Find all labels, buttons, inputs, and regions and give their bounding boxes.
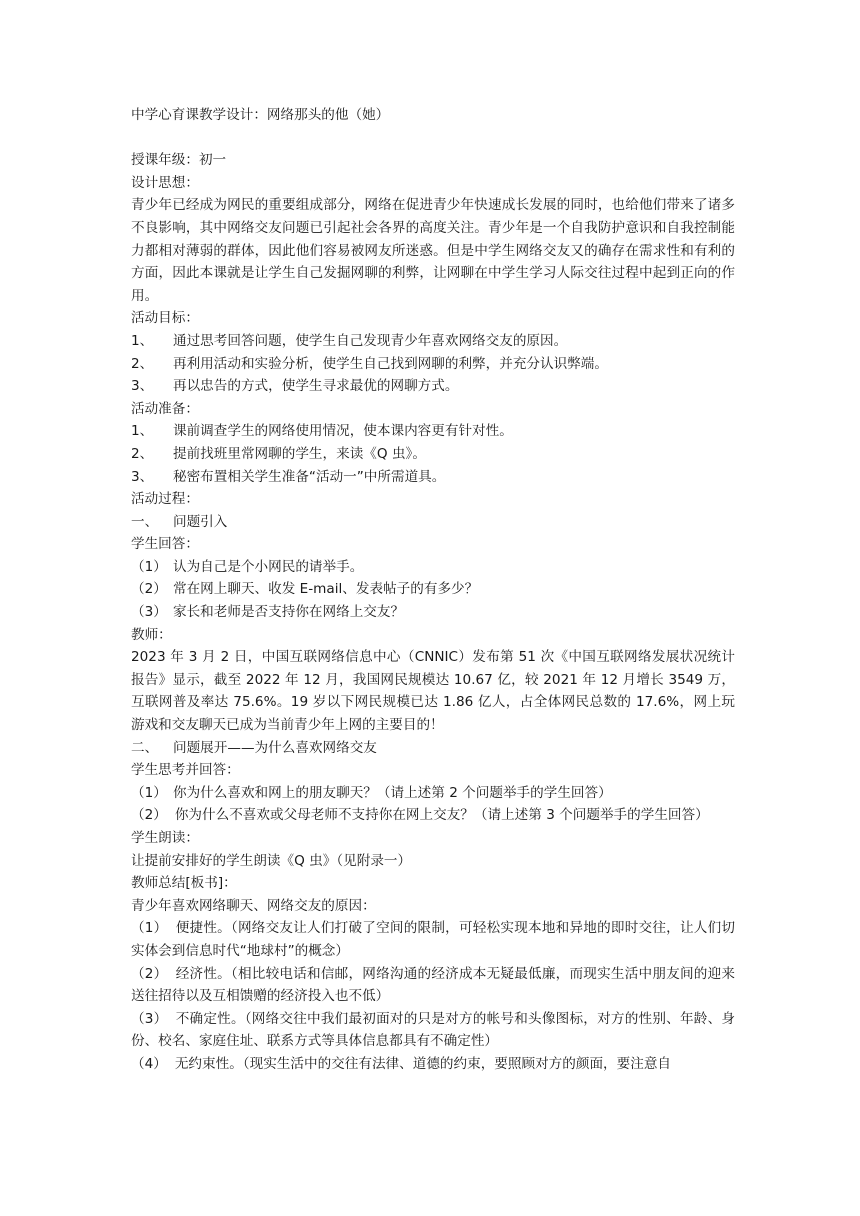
prep-item: 3、 秘密布置相关学生准备“活动一”中所需道具。 [131, 468, 446, 485]
question-item-wrapped: （2） 你为什么不喜欢或父母老师不支持你在网上交友？（请上述第 3 个问题举手的学生回答） [131, 807, 709, 824]
prep-item: 1、 课前调查学生的网络使用情况，使本课内容更有针对性。 [131, 423, 513, 440]
reason-item: （1） 便捷性。（网络交友让人们打破了空间的限制，可轻松实现本地和异地的即时交往，让人们切实体会到信息时代“地球村”的概念） [131, 920, 735, 959]
students-read-label: 学生朗读： [131, 830, 199, 846]
goal-item: 3、 再以忠告的方式，使学生寻求最优的网聊方式。 [131, 378, 459, 395]
design-paragraph: 青少年已经成为网民的重要组成部分，网络在促进青少年快速成长发展的同时，也给他们带来了诸多不良影响，其中网络交友问题已引起社会各界的高度关注。青少年是一个自我防护意识和自我控制能力都相对薄弱的群体，因此他们容易被网友所迷惑。但是中学生网络交友又的确存在需求性和有利的方面，因此本课就是让学生自己发掘网聊的利弊，让网聊在中学生学习人际交往过程中起到正向的作用。 [131, 197, 735, 304]
document-title: 中学心育课教学设计：网络那头的他（她） [131, 107, 390, 123]
process-heading: 活动过程： [131, 491, 199, 508]
students-answer-label: 学生回答： [131, 536, 199, 553]
document-page [131, 104, 735, 1076]
students-think-label: 学生思考并回答： [131, 762, 240, 779]
goal-item: 1、 通过思考回答问题，使学生自己发现青少年喜欢网络交友的原因。 [131, 332, 568, 349]
prep-heading: 活动准备： [131, 400, 199, 417]
goals-heading: 活动目标： [131, 310, 199, 327]
read-instruction: 让提前安排好的学生朗读《Q 虫》（见附录一） [131, 852, 412, 869]
section-heading: 二、 问题展开——为什么喜欢网络交友 [131, 739, 377, 756]
teacher-label: 教师： [131, 626, 172, 643]
reason-item: （4） 无约束性。（现实生活中的交往有法律、道德的约束，要照顾对方的颜面，要注意自 [131, 1055, 672, 1072]
question-item: （3） 家长和老师是否支持你在网络上交友？ [131, 604, 405, 621]
section-heading: 一、 问题引入 [131, 513, 228, 530]
blank-line [131, 127, 735, 150]
design-heading: 设计思想： [131, 174, 199, 191]
question-item: （1） 认为自己是个小网民的请举手。 [131, 558, 364, 575]
prep-item: 2、 提前找班里常网聊的学生，来读《Q 虫》。 [131, 445, 426, 462]
reason-item: （3） 不确定性。（网络交往中我们最初面对的只是对方的帐号和头像图标，对方的性别、年龄、身份、校名、家庭住址、联系方式等具体信息都具有不确定性） [131, 1010, 735, 1050]
question-item: （1） 你为什么喜欢和网上的朋友聊天？（请上述第 2 个问题举手的学生回答） [131, 784, 612, 801]
reasons-heading: 青少年喜欢网络聊天、网络交友的原因： [131, 897, 376, 914]
reason-item: （2） 经济性。（相比较电话和信邮，网络沟通的经济成本无疑最低廉，而现实生活中朋友间的迎来送往招待以及互相馈赠的经济投入也不低） [131, 965, 735, 1005]
question-item: （2） 常在网上聊天、收发 E-mail、发表帖子的有多少？ [131, 581, 479, 598]
summary-label: 教师总结[板书]： [131, 875, 237, 892]
teacher-paragraph: 2023 年 3 月 2 日，中国互联网络信息中心（CNNIC）发布第 51 次《中国互联网络发展状况统计报告》显示，截至 2022 年 12 月，我国网民规模达 10.67 亿，较 2021 年 12 月增长 3549 万，互联网普及率达 75.6%。19 岁以下网民规模已达 1.86 亿人，占全体网民总数的 17.6%，网上玩游戏和交友聊天已成为当前青少年上网的主要目的！ [131, 649, 735, 734]
grade-line: 授课年级：初一 [131, 152, 227, 169]
goal-item: 2、 再利用活动和实验分析，使学生自己找到网聊的利弊，并充分认识弊端。 [131, 355, 608, 372]
